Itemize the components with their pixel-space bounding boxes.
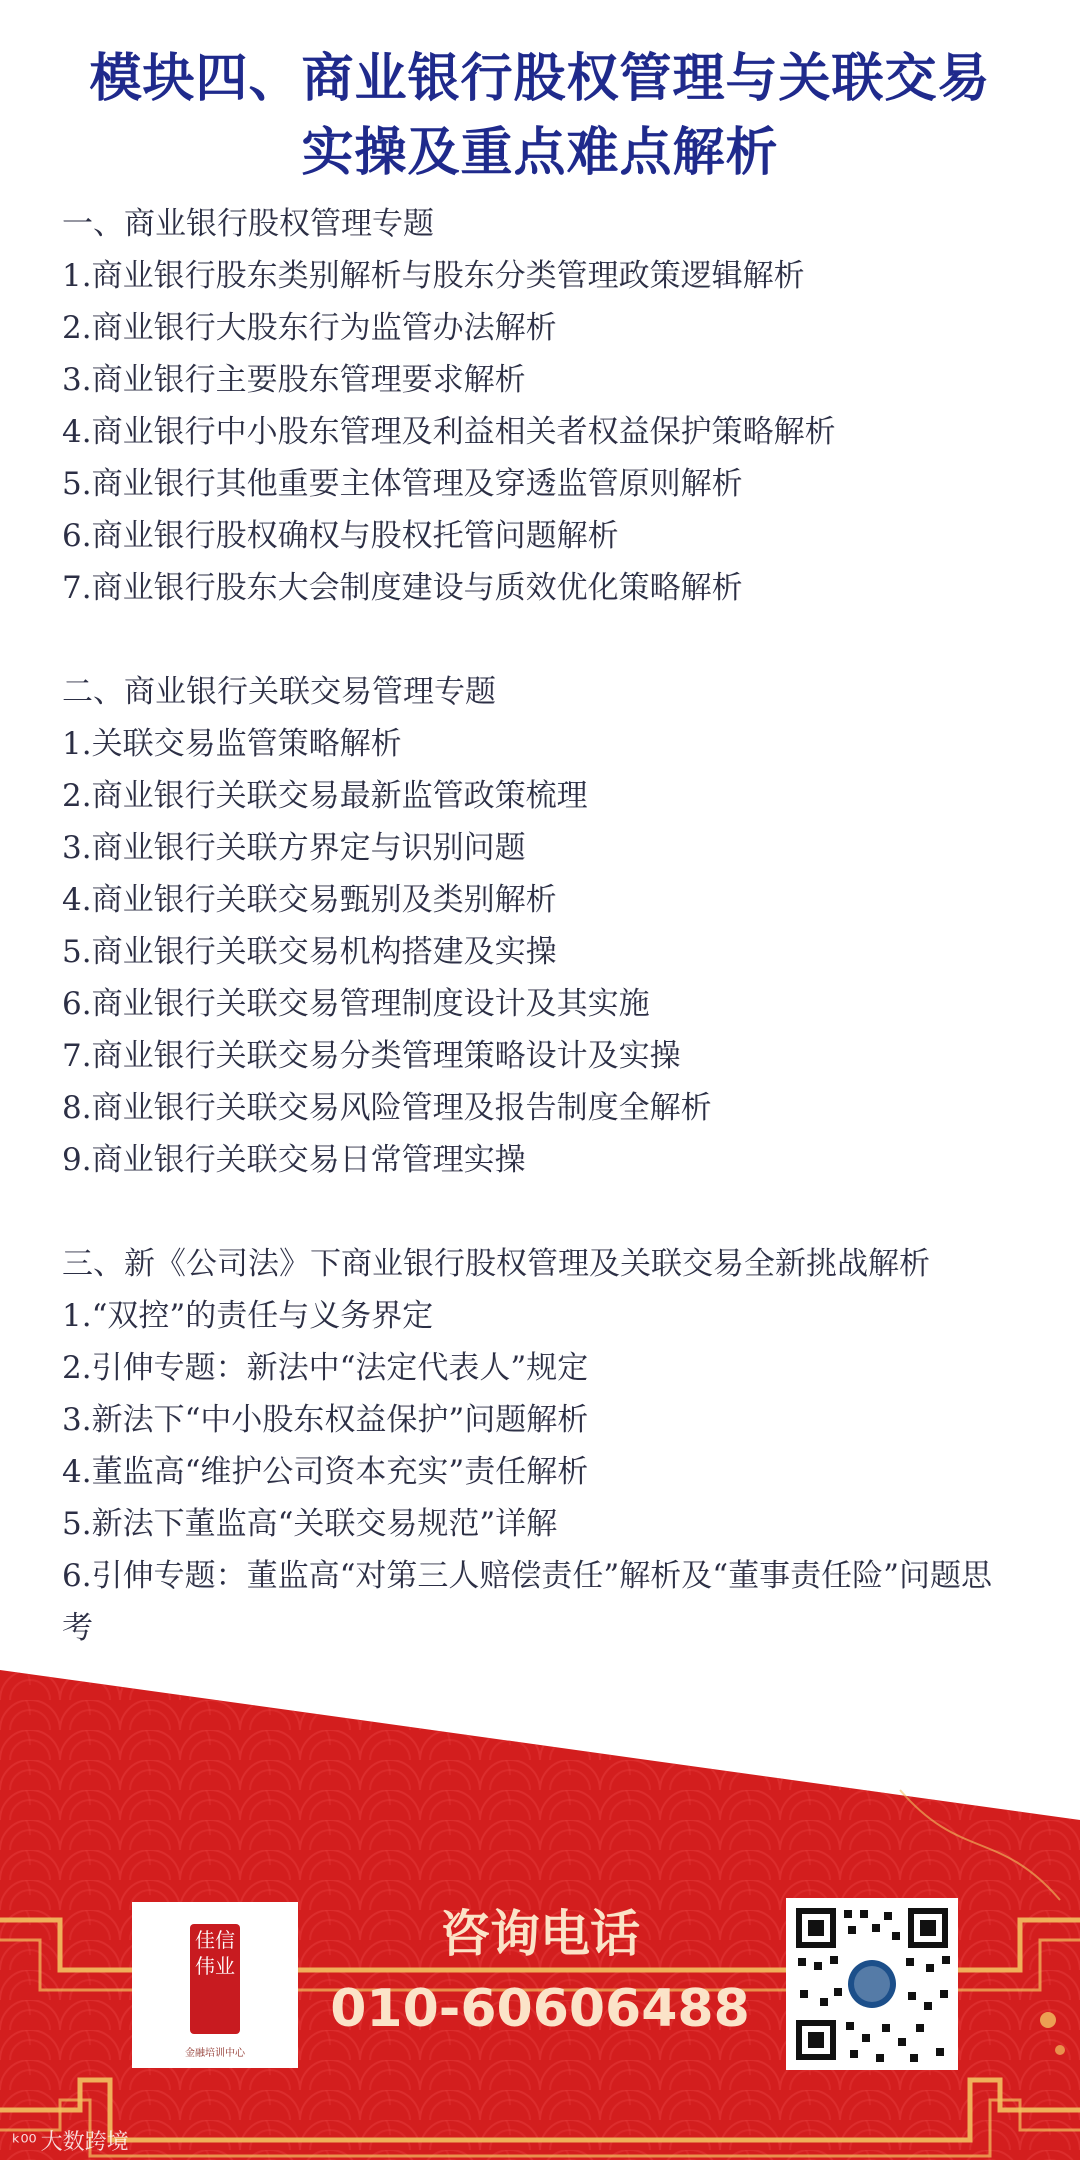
list-item: 1.关联交易监管策略解析: [62, 726, 402, 762]
list-item: 3.新法下“中小股东权益保护”问题解析: [62, 1402, 589, 1438]
list-item: 3.商业银行主要股东管理要求解析: [62, 362, 526, 398]
title-line-1: 模块四、商业银行股权管理与关联交易: [89, 49, 991, 109]
company-logo: [132, 1902, 298, 2068]
section-heading: 二、商业银行关联交易管理专题: [62, 674, 496, 710]
watermark-text: 大数跨境: [40, 2130, 129, 2155]
list-item: 6.商业银行关联交易管理制度设计及其实施: [62, 986, 650, 1022]
section-equity-management: [62, 198, 1022, 614]
section-heading: 三、新《公司法》下商业银行股权管理及关联交易全新挑战解析: [62, 1246, 930, 1282]
list-item: 5.新法下董监高“关联交易规范”详解: [62, 1506, 558, 1542]
list-item: 2.商业银行关联交易最新监管政策梳理: [62, 778, 588, 814]
contact-label: 咨询电话: [440, 1905, 640, 1963]
list-item: 4.商业银行关联交易甄别及类别解析: [62, 882, 557, 918]
page-title: [0, 42, 1080, 190]
list-item: 5.商业银行其他重要主体管理及穿透监管原则解析: [62, 466, 743, 502]
section-company-law: [62, 1238, 1022, 1654]
section-related-transactions: [62, 666, 1022, 1186]
list-item: 4.董监高“维护公司资本充实”责任解析: [62, 1454, 589, 1490]
list-item: 5.商业银行关联交易机构搭建及实操: [62, 934, 557, 970]
100-logo-icon: ᵏ⁰⁰: [12, 2130, 37, 2154]
list-item: 6.引伸专题：董监高“对第三人赔偿责任”解析及“董事责任险”问题思考: [62, 1558, 992, 1646]
list-item: 4.商业银行中小股东管理及利益相关者权益保护策略解析: [62, 414, 836, 450]
section-heading: 一、商业银行股权管理专题: [62, 206, 434, 242]
outline-content: [62, 198, 1022, 1654]
list-item: 8.商业银行关联交易风险管理及报告制度全解析: [62, 1090, 712, 1126]
list-item: 1.商业银行股东类别解析与股东分类管理政策逻辑解析: [62, 258, 805, 294]
list-item: 1.“双控”的责任与义务界定: [62, 1298, 434, 1334]
contact-phone[interactable]: 010-60606488: [330, 1979, 750, 2039]
list-item: 6.商业银行股权确权与股权托管问题解析: [62, 518, 619, 554]
list-item: 9.商业银行关联交易日常管理实操: [62, 1142, 526, 1178]
list-item: 7.商业银行股东大会制度建设与质效优化策略解析: [62, 570, 743, 606]
title-line-2: 实操及重点难点解析: [301, 123, 779, 183]
qr-code-graphic: [786, 1898, 958, 2070]
logo-caption: 金融培训中心: [185, 2048, 245, 2059]
contact-banner: [0, 1670, 1080, 2160]
watermark: [12, 2128, 129, 2157]
list-item: 2.引伸专题：新法中“法定代表人”规定: [62, 1350, 589, 1386]
qr-code-icon: [786, 1898, 958, 2070]
list-item: 3.商业银行关联方界定与识别问题: [62, 830, 526, 866]
list-item: 2.商业银行大股东行为监管办法解析: [62, 310, 557, 346]
list-item: 7.商业银行关联交易分类管理策略设计及实操: [62, 1038, 681, 1074]
logo-seal: 佳信伟业: [190, 1924, 240, 2034]
